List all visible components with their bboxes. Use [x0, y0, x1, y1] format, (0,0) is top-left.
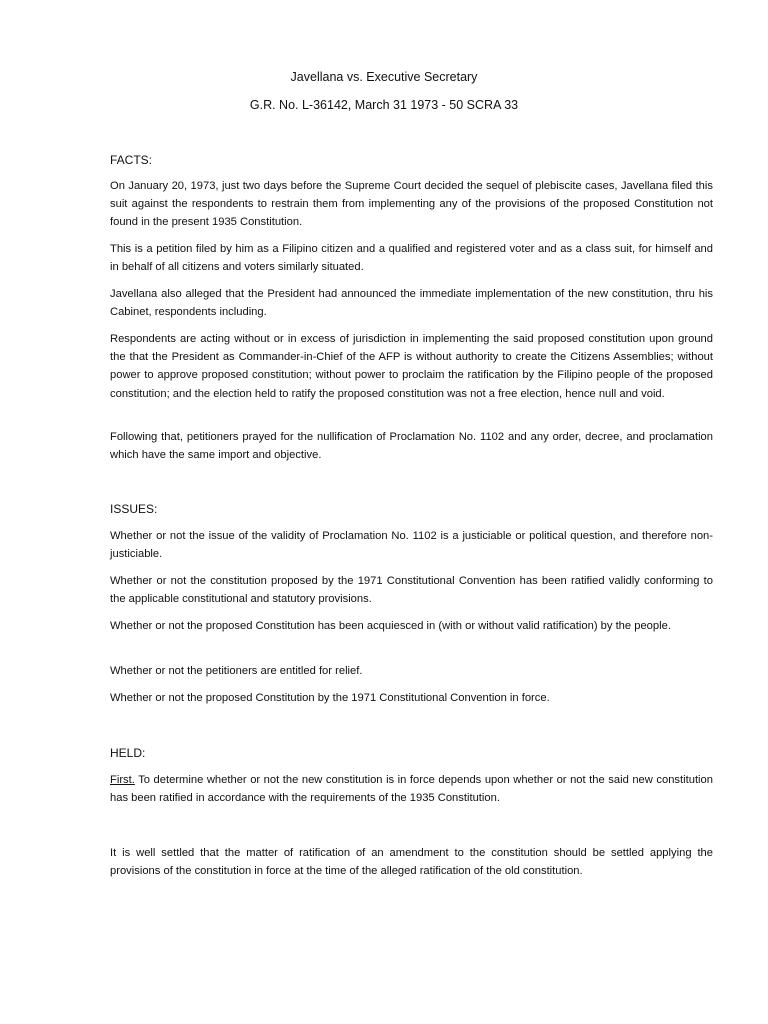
facts-paragraph-1: On January 20, 1973, just two days before the Supreme Court decided the sequel of plebiscite cases, Javellana filed this suit against the respondents to restrain them from implementing any of the provisions of the proposed Constitution not found in the present 1935 Constitution. [110, 180, 713, 229]
facts-heading: FACTS: [110, 153, 153, 167]
held-first-text: To determine whether or not the new constitution is in force depends upon whether or not the said new constitution has been ratified in accordance with the requirements of the 1935 Constitution. [110, 774, 713, 805]
case-citation: G.R. No. L-36142, March 31 1973 - 50 SCRA 33 [249, 98, 519, 112]
held-first-label: First. [110, 774, 135, 786]
issue-5: Whether or not the proposed Constitution by the 1971 Constitutional Convention in force. [110, 692, 550, 704]
facts-paragraph-4: Respondents are acting without or in excess of jurisdiction in implementing the said proposed constitution upon ground the that the President as Commander-in-Chief of the AFP is without authority to create the Citizens Assemblies; without power to approve proposed constitution; without power to proclaim the ratification by the Filipino people of the proposed constitution; and the election held to ratify the proposed constitution was not a free election, hence null and void. [110, 333, 713, 400]
held-paragraph-1 [110, 771, 713, 807]
issues-heading: ISSUES: [110, 502, 158, 516]
issue-1: Whether or not the issue of the validity of Proclamation No. 1102 is a justiciable or political question, and therefore non-justiciable. [110, 530, 713, 561]
issue-3: Whether or not the proposed Constitution has been acquiesced in (with or without valid ratification) by the people. [110, 620, 671, 632]
held-paragraph-2: It is well settled that the matter of ratification of an amendment to the constitution should be settled applying the provisions of the constitution in force at the time of the alleged ratification of the old constitution. [110, 847, 713, 878]
held-heading: HELD: [110, 746, 146, 760]
facts-paragraph-3: Javellana also alleged that the President had announced the immediate implementation of the new constitution, thru his Cabinet, respondents including. [110, 288, 713, 319]
issue-4: Whether or not the petitioners are entitled for relief. [110, 665, 363, 677]
facts-paragraph-2: This is a petition filed by him as a Filipino citizen and a qualified and registered voter and as a class suit, for himself and in behalf of all citizens and voters similarly situated. [110, 243, 713, 274]
case-title: Javellana vs. Executive Secretary [290, 70, 478, 84]
issue-2: Whether or not the constitution proposed by the 1971 Constitutional Convention has been ratified validly conforming to the applicable constitutional and statutory provisions. [110, 575, 713, 606]
facts-paragraph-5: Following that, petitioners prayed for the nullification of Proclamation No. 1102 and any order, decree, and proclamation which have the same import and objective. [110, 431, 713, 462]
